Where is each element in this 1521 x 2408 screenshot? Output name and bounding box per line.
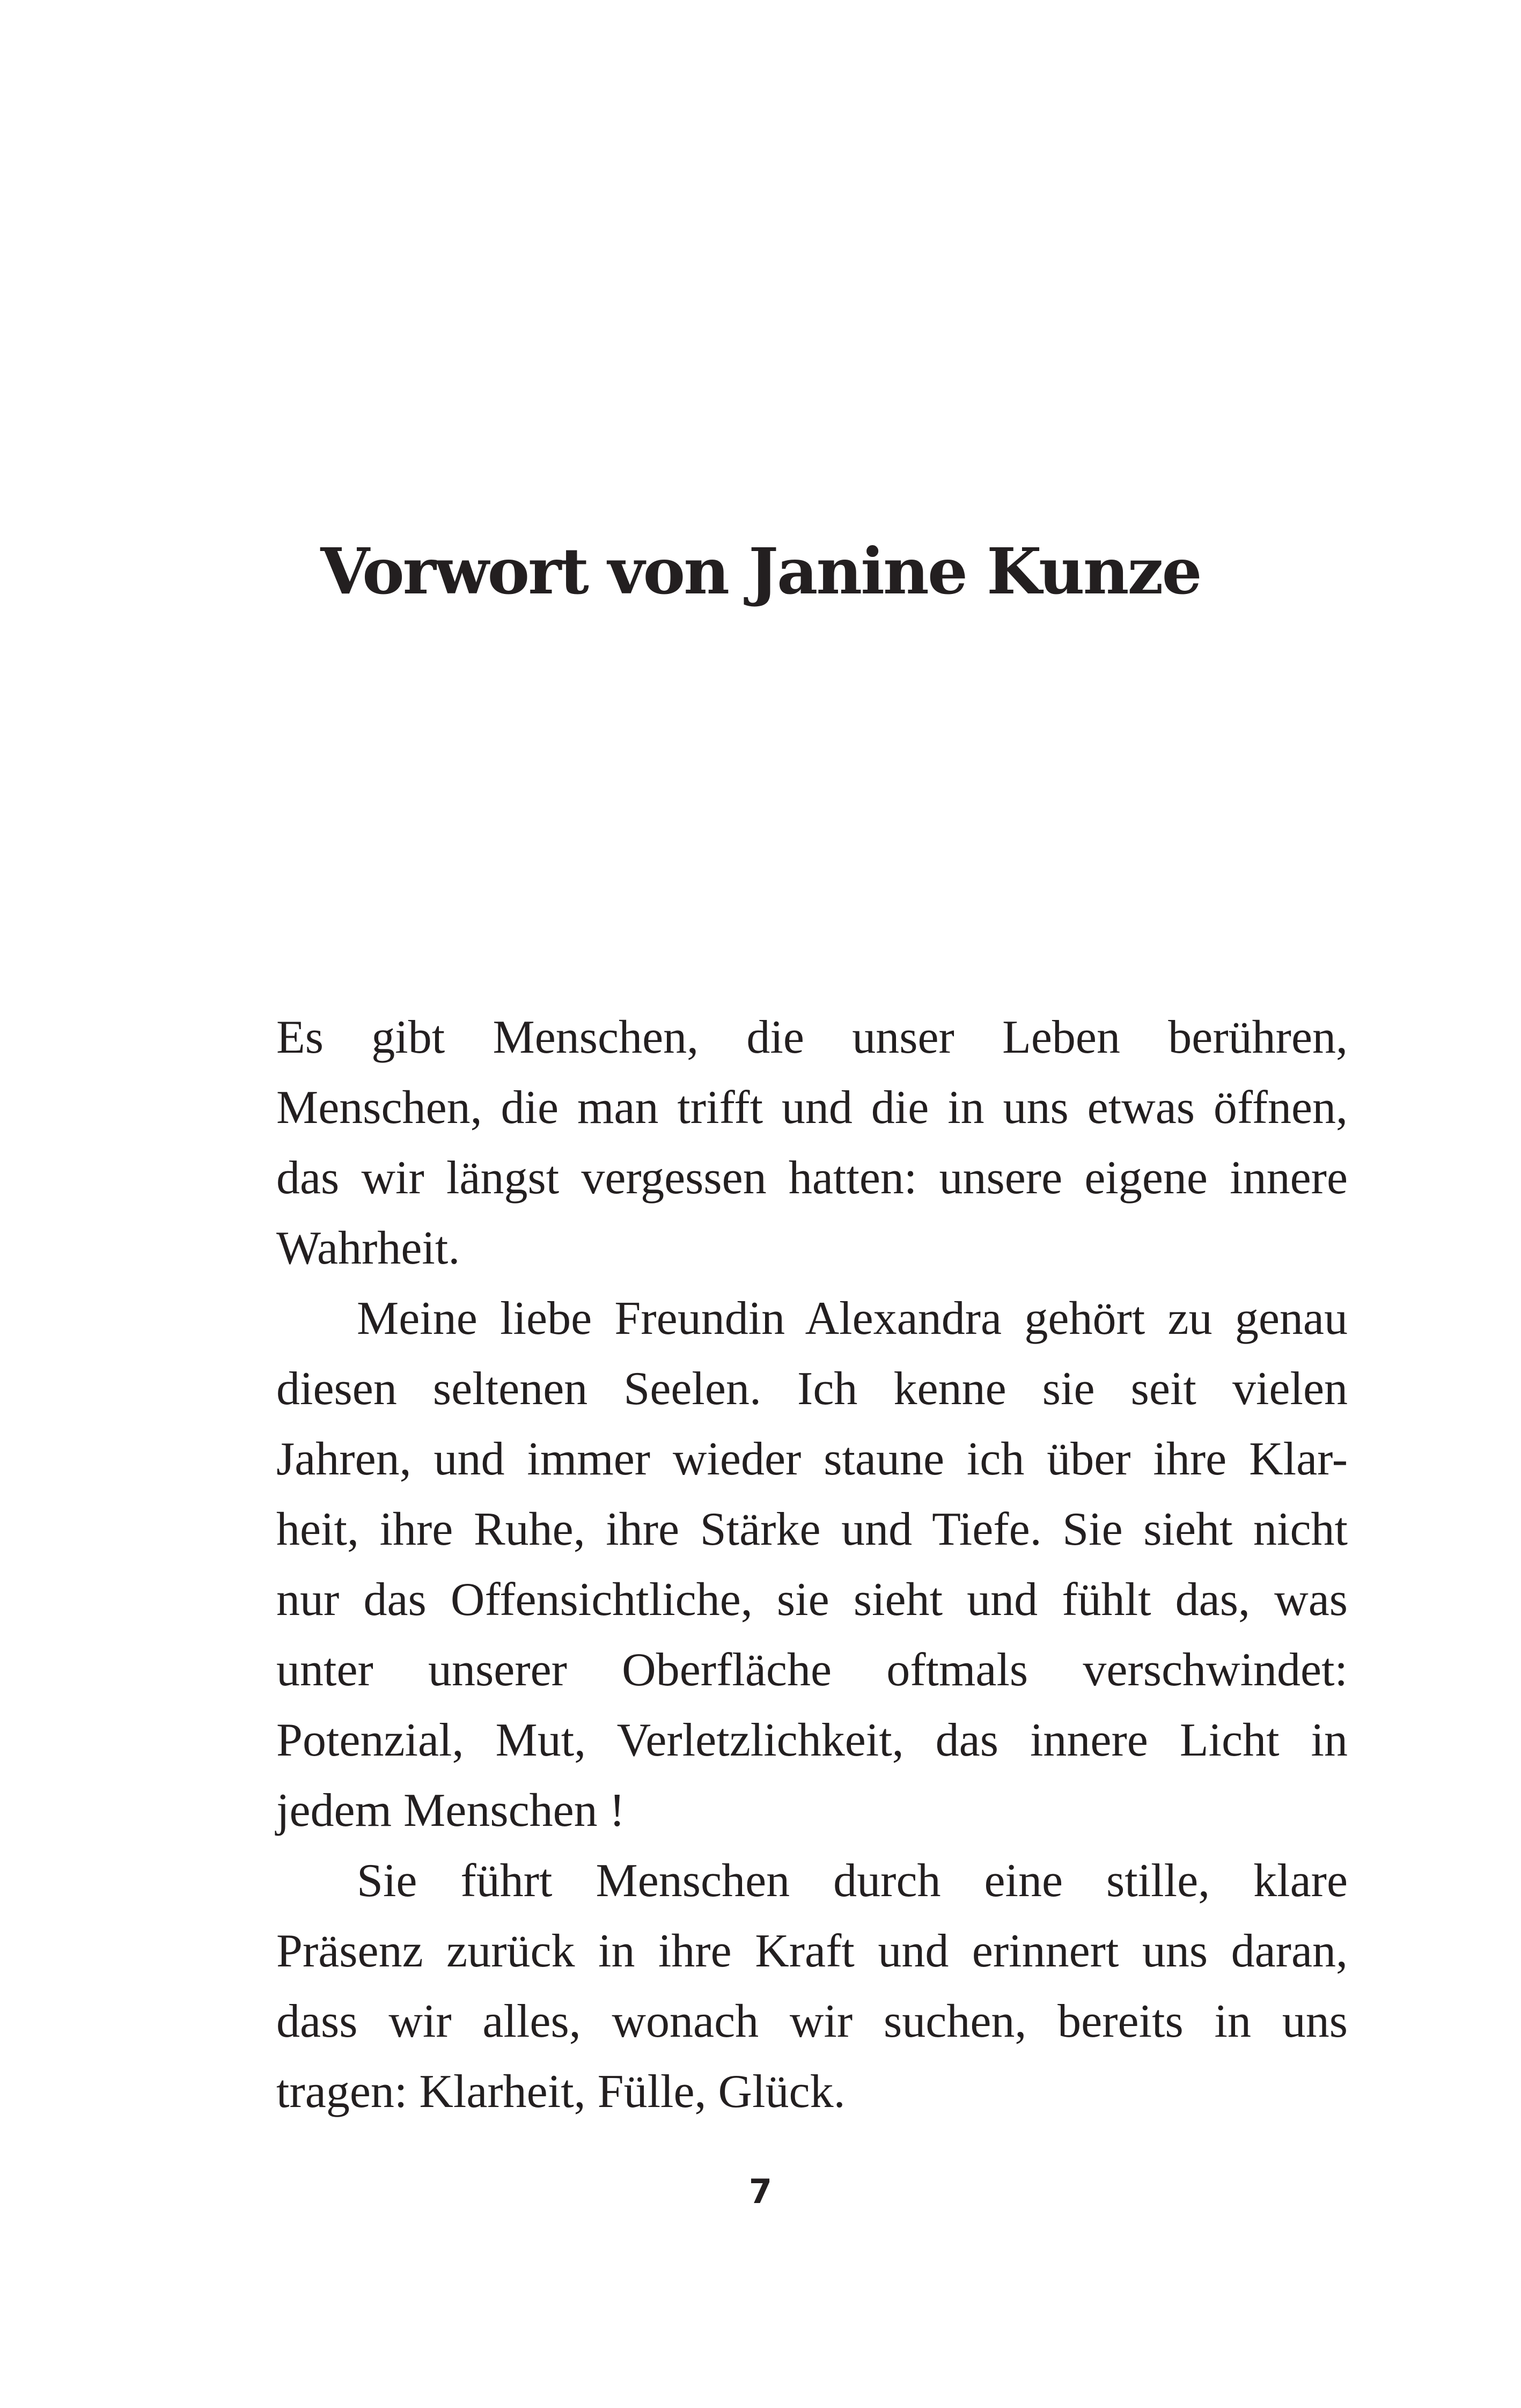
text-line: Sie führt Menschen durch eine stille, klare xyxy=(357,1855,1348,1907)
text-line: diesen seltenen Seelen. Ich kenne sie seit vielen xyxy=(276,1363,1348,1415)
paragraph-3 xyxy=(276,1846,1348,2127)
text-line: Wahrheit. xyxy=(276,1222,460,1274)
chapter-title: Vorwort von Janine Kunze xyxy=(320,534,1201,608)
text-line: dass wir alles, wonach wir suchen, bereits in uns xyxy=(276,1995,1348,2047)
text-line: Menschen, die man trifft und die in uns etwas öffnen, xyxy=(276,1082,1348,1134)
text-line: heit, ihre Ruhe, ihre Stärke und Tiefe. Sie sieht nicht xyxy=(276,1503,1348,1555)
body-text xyxy=(276,1002,1348,2127)
paragraph-1 xyxy=(276,1002,1348,1283)
text-line: unter unserer Oberfläche oftmals verschwindet: xyxy=(276,1644,1348,1696)
page-number: 7 xyxy=(748,2172,773,2211)
text-line: tragen: Klarheit, Fülle, Glück. xyxy=(276,2066,846,2118)
paragraph-2 xyxy=(276,1283,1348,1846)
text-line: Jahren, und immer wieder staune ich über ihre Klar- xyxy=(276,1433,1348,1485)
text-line: Meine liebe Freundin Alexandra gehört zu genau xyxy=(357,1293,1348,1345)
text-line: jedem Menschen ! xyxy=(276,1785,625,1837)
text-line: Es gibt Menschen, die unser Leben berühren, xyxy=(276,1011,1348,1063)
text-line: Potenzial, Mut, Verletzlichkeit, das innere Licht in xyxy=(276,1714,1348,1766)
text-line: nur das Offensichtliche, sie sieht und fühlt das, was xyxy=(276,1574,1348,1626)
text-line: das wir längst vergessen hatten: unsere eigene innere xyxy=(276,1152,1348,1204)
text-line: Präsenz zurück in ihre Kraft und erinnert uns daran, xyxy=(276,1925,1348,1977)
